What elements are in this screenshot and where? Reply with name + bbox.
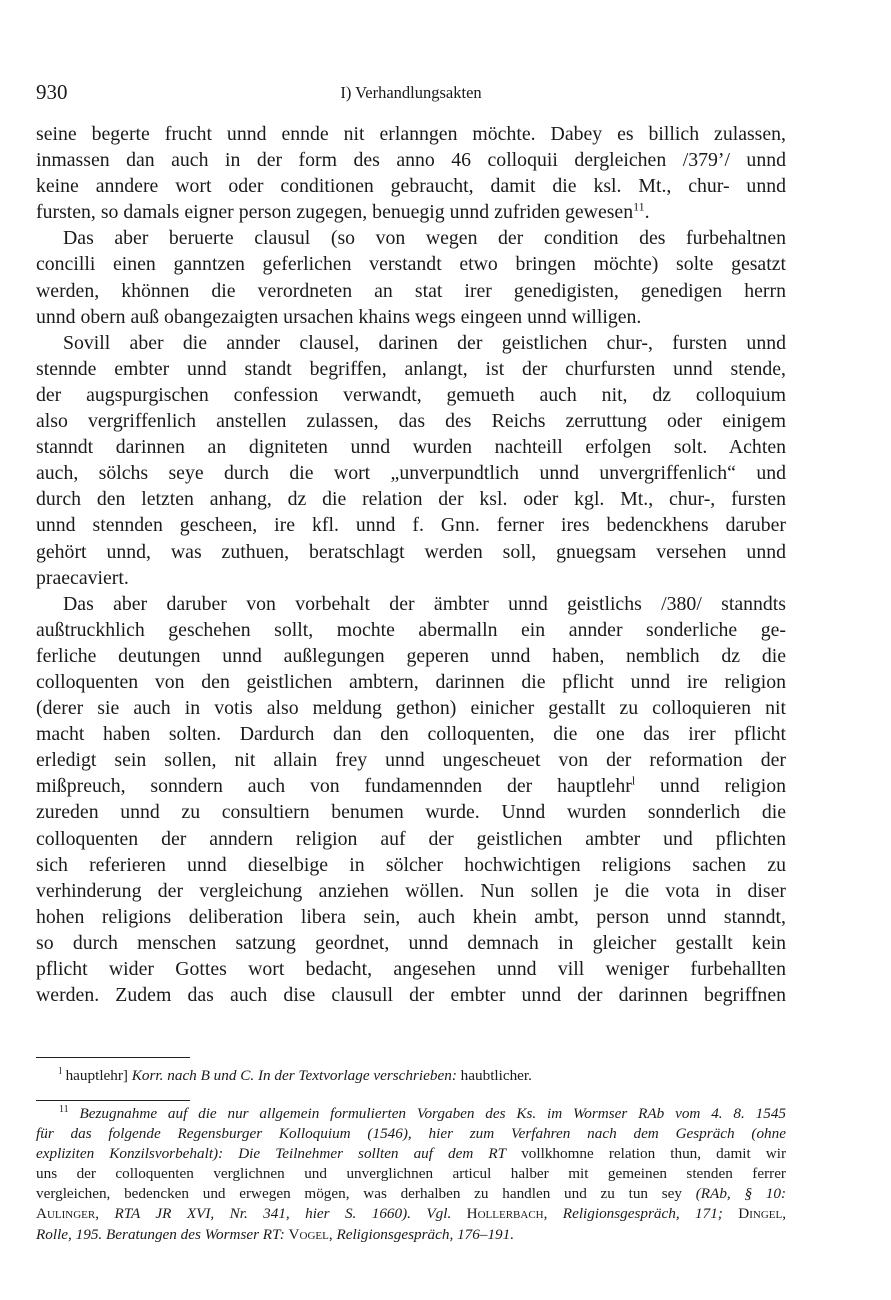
text-line: keine anndere wort oder conditionen gebraucht, damit die ksl. Mt., chur- unnd <box>36 175 786 198</box>
footnote-11-line: Rolle, 195. Beratungen des Wormser RT: Vogel, Religionsgespräch, 176–191. <box>36 1225 515 1243</box>
text-line: ferliche deutungen unnd außlegungen geperen unnd haben, nemblich dz die <box>36 644 786 667</box>
text-line: unnd stennden gescheen, ire kfl. unnd f. Gnn. ferner ires bedenckhens daruber <box>36 514 786 537</box>
main-text <box>36 121 786 1008</box>
footnote-l <box>36 1066 786 1086</box>
text-line: also vergriffenlich anstellen zulassen, das des Reichs zerruttung oder einigem <box>36 410 786 433</box>
text-line: verhinderung der vergleichung anziehen wöllen. Nun sollen je die vota in diser <box>36 879 786 902</box>
footnote-marker: l <box>631 773 636 788</box>
text-line: der augspurgischen confession verwandt, gemueth auch nit, dz colloquium <box>36 383 786 406</box>
page-number: 930 <box>36 80 68 104</box>
text-line: durch den letzten anhang, dz die relation der ksl. oder kgl. Mt., chur-, fursten <box>36 488 786 511</box>
text-line: concilli einen ganntzen geferlichen verstandt etwo bringen möchte) solte gesatzt <box>36 253 786 276</box>
text-line: so durch menschen satzung geordnet, unnd demnach in gleicher gestallt kein <box>36 931 786 954</box>
text-line: (derer sie auch in votis also meldung gethon) einicher gestallt zu colloquieren nit <box>36 697 786 720</box>
text-line: mißpreuch, sonndern auch von fundamennden der hauptlehr$^l$ unnd religion <box>36 773 787 798</box>
footnote-11-line: für das folgende Regensburger Kolloquium (1546), hier zum Verfahren nach dem Gespräch (ohne <box>36 1125 786 1143</box>
text-line: stennde embter unnd standt begriffen, anlangt, ist der churfursten unnd stende, <box>36 357 786 380</box>
text-line: macht haben solten. Dardurch dan den colloquenten, die one das irer pflicht <box>36 723 786 746</box>
text-line: Das aber beruerte clausul (so von wegen der condition des furbehaltnen <box>63 227 786 250</box>
footnote-11-line: vergleichen, bedencken und erwegen mögen, was derhalben zu handlen und zu tun sey (RAb, § 10: <box>36 1185 787 1203</box>
text-line: zureden unnd zu consultiern benumen wurde. Unnd wurden sonnderlich die <box>36 801 786 824</box>
footnote-11-marker: 11 <box>59 1103 69 1115</box>
footnote-11-line: $^{11}$ Bezugnahme auf die nur allgemein formulierten Vorgaben des Ks. im Wormser RAb vom 4. 8. 1545 <box>59 1103 786 1122</box>
text-line: colloquenten der anndern religion auf der geistlichen ambter und pflichten <box>36 827 786 850</box>
footnote-rule-2 <box>36 1100 190 1101</box>
page-header <box>36 80 786 106</box>
text-line: gehört unnd, was zuthuen, beratschlagt werden soll, gnuegsam versehen unnd <box>36 540 786 563</box>
text-line: fursten, so damals eigner person zugegen, benuegig unnd zufriden gewesen$^{11}$. <box>36 199 650 224</box>
text-line: außtruckhlich geschehen sollt, mochte abermalln ein annder sonderliche ge- <box>36 618 786 641</box>
text-line: erledigt sein sollen, nit allain frey unnd ungescheuet von der reformation der <box>36 749 786 772</box>
text-line: seine begerte frucht unnd ennde nit erlanngen möchte. Dabey es billich zulassen, <box>36 123 786 145</box>
footnote-l-line: $^l$ hauptlehr] Korr. nach B und C. In der Textvorlage verschrieben: haubtlicher. <box>59 1065 532 1084</box>
text-line: Sovill aber die annder clausel, darinen der geistlichen chur-, fursten unnd <box>63 331 786 354</box>
footnote-l-marker: l <box>59 1065 62 1077</box>
text-line: hohen religions deliberation libera sein, auch khein ambt, person unnd stanndt, <box>36 905 786 928</box>
text-line: werden, khönnen die verordneten an stat irer genedigisten, genedigen herrn <box>36 279 786 302</box>
text-line: praecaviert. <box>36 566 129 589</box>
text-line: colloquenten von den geistlichen ambtern, darinnen die pflicht unnd ire religion <box>36 670 786 693</box>
text-line: pflicht wider Gottes wort bedacht, angesehen unnd vill weniger furbehallten <box>36 958 786 980</box>
text-line: unnd obern auß obangezaigten ursachen khains wegs eingeen unnd willigen. <box>36 305 642 328</box>
text-line: auch, sölchs seye durch die wort „unverpundtlich unnd unvergriffenlich“ und <box>36 462 786 485</box>
text-line: inmassen dan auch in der form des anno 46 colloquii dergleichen /379’/ unnd <box>36 149 786 172</box>
running-title: I) Verhandlungsakten <box>340 83 482 102</box>
footnote-11-line: expliziten Konzilsvorbehalt): Die Teilnehmer sollten auf dem RT vollkhomne relation thun, damit wir <box>36 1145 786 1163</box>
text-line: sich referieren unnd dieselbige in sölcher hochwichtigen religions sachen zu <box>36 853 786 876</box>
text-line: stanndt darinnen an digniteten unnd wurden nachteill erfolgen solt. Achten <box>36 436 786 459</box>
footnote-rule <box>36 1057 190 1058</box>
text-line: Das aber daruber von vorbehalt der ämbter unnd geistlichs /380/ stanndts <box>63 592 786 615</box>
text-line: werden. Zudem das auch dise clausull der embter unnd der darinnen begriffnen <box>36 984 786 1007</box>
footnote-marker: 11 <box>633 199 645 214</box>
footnote-11-line: Aulinger, RTA JR XVI, Nr. 341, hier S. 1660). Vgl. Hollerbach, Religionsgespräch, 171; Dingel, <box>36 1205 787 1223</box>
footnote-11 <box>36 1104 786 1245</box>
footnote-11-line: uns der colloquenten verglichnen und unverglichnen articul halber mit gemeinen stenden ferrer <box>36 1165 786 1183</box>
